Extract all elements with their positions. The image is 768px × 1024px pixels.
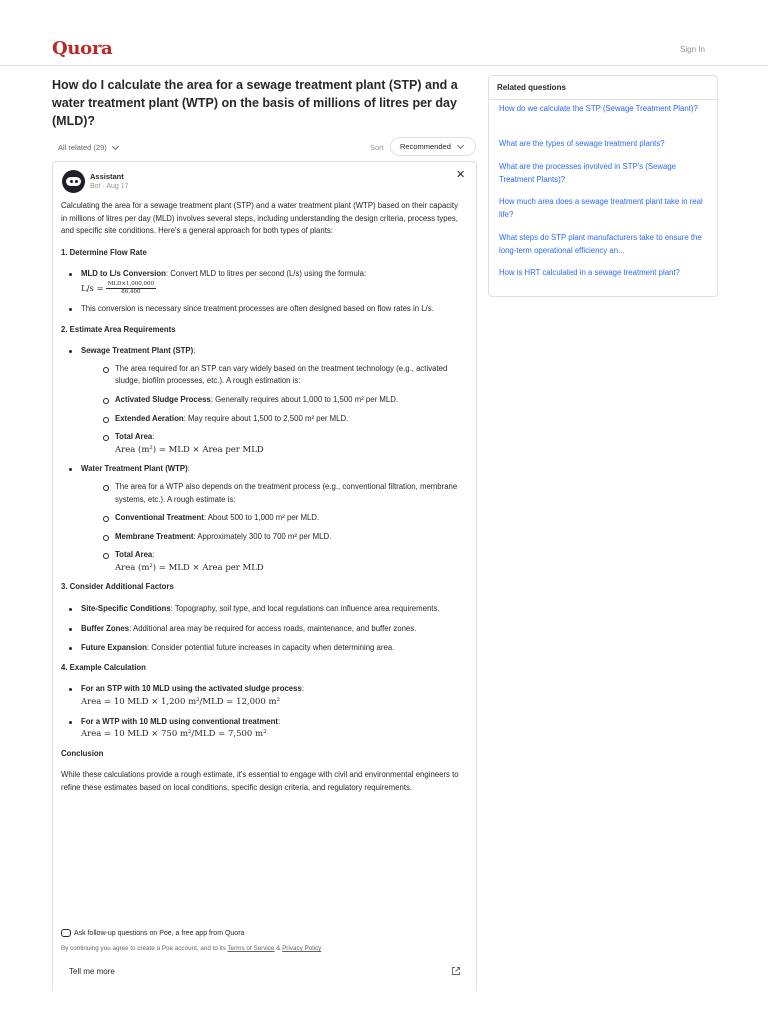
formula: Area = 10 MLD × 750 m²/MLD = 7,500 m²	[81, 729, 267, 740]
terms-notice: By continuing you agree to create a Poe account, and to its Terms of Service & Privacy Policy	[61, 945, 322, 952]
related-questions-panel	[488, 75, 718, 297]
answer-meta: Bot · Aug 17	[90, 183, 129, 190]
list-item: For an STP with 10 MLD using the activated sludge process: Area = 10 MLD × 1,200 m²/MLD = 12,000 m²	[61, 683, 461, 708]
avatar[interactable]	[62, 170, 85, 193]
chevron-down-icon	[112, 142, 119, 149]
sort-select[interactable]	[390, 137, 476, 156]
list-item: MLD to L/s Conversion: Convert MLD to litres per second (L/s) using the formula: L/s = $\frac{\text{MLD×1,000,000}}{86,400}$	[61, 268, 461, 296]
section-heading: 2. Estimate Area Requirements	[61, 324, 176, 334]
robot-face-icon	[66, 177, 81, 186]
related-question-link[interactable]: How much area does a sewage treatment plant take in real life?	[499, 197, 703, 219]
list-item: Site-Specific Conditions: Topography, soil type, and local regulations can influence area requirements.	[61, 603, 461, 616]
sub-list-item: Activated Sludge Process: Generally requires about 1,000 to 1,500 m² per MLD.	[81, 394, 461, 407]
sort-value: Recommended	[400, 142, 451, 151]
sub-list-item: Extended Aeration: May require about 1,500 to 2,500 m² per MLD.	[81, 413, 461, 426]
section-heading: 1. Determine Flow Rate	[61, 247, 147, 257]
list-item: For a WTP with 10 MLD using conventional treatment: Area = 10 MLD × 750 m²/MLD = 7,500 m²	[61, 716, 461, 741]
chevron-down-icon	[457, 141, 464, 148]
poe-followup[interactable]	[61, 929, 244, 937]
sub-list-item: Membrane Treatment: Approximately 300 to 700 m² per MLD.	[81, 531, 461, 544]
list-item: Buffer Zones: Additional area may be required for access roads, maintenance, and buffer zones.	[61, 623, 461, 636]
top-header	[0, 0, 768, 66]
poe-followup-text: Ask follow-up questions on Poe, a free app from Quora	[74, 929, 245, 937]
robot-eye-icon	[70, 180, 73, 183]
conclusion-paragraph: While these calculations provide a rough estimate, it's essential to engage with civil and environmental engineers to refine these estimates based on local conditions, specific design criteria, and regulatory requirements.	[61, 770, 459, 792]
list-item: Future Expansion: Consider potential future increases in capacity when determining area.	[61, 642, 461, 655]
terms-of-service-link[interactable]: Terms of Service	[227, 945, 275, 952]
related-question-link[interactable]: How is HRT calculated in a sewage treatment plant?	[499, 268, 680, 277]
robot-eye-icon	[75, 180, 78, 183]
privacy-policy-link[interactable]: Privacy Policy	[282, 945, 322, 952]
related-question-link[interactable]: How do we calculate the STP (Sewage Treatment Plant)?	[499, 104, 698, 113]
list-item: This conversion is necessary since treatment processes are often designed based on flow rates in L/s.	[61, 303, 461, 316]
question-title: How do I calculate the area for a sewage treatment plant (STP) and a water treatment plant (WTP) on the basis of millions of litres per day (MLD)?	[52, 78, 458, 128]
section-heading: Conclusion	[61, 748, 104, 758]
sub-list-item: Total Area: Area (m²) = MLD × Area per MLD	[81, 549, 461, 574]
list-item: Water Treatment Plant (WTP): The area for a WTP also depends on the treatment process (e.g., conventional filtration, membrane systems, etc.). A rough estimate is: Conventional Treatment: About 500 to 1,000 m² per MLD. Membrane Treatment: Approximately 300 to 700 m² per MLD. Total Area: Area (m²) = MLD × Area per MLD	[61, 463, 461, 574]
tell-me-more-button[interactable]: Tell me more	[69, 967, 115, 976]
divider	[489, 99, 717, 100]
chat-bubble-icon	[61, 929, 71, 937]
formula: L/s = $\frac{\text{MLD×1,000,000}}{86,400}$	[81, 280, 154, 295]
related-question-link[interactable]: What are the processes involved in STP's (Sewage Treatment Plants)?	[499, 162, 677, 184]
sort-label: Sort	[370, 143, 384, 152]
section-heading: 4. Example Calculation	[61, 662, 146, 672]
sub-list-item: Conventional Treatment: About 500 to 1,000 m² per MLD.	[81, 512, 461, 525]
quora-logo[interactable]: Quora	[52, 38, 113, 59]
all-related-dropdown[interactable]	[58, 143, 118, 152]
external-link-icon[interactable]	[451, 966, 461, 976]
author-name[interactable]: Assistant	[90, 172, 124, 181]
sub-list-item: The area required for an STP can vary widely based on the treatment technology (e.g., activated sludge, biofilm processes, etc.). A rough estimation is:	[81, 363, 461, 388]
list-item: Sewage Treatment Plant (STP): The area required for an STP can vary widely based on the treatment technology (e.g., activated sludge, biofilm processes, etc.). A rough estimation is: Activated Sludge Process: Generally requires about 1,000 to 1,500 m² per MLD. Extended Aeration: May require about 1,500 to 2,500 m² per MLD. Total Area: Area (m²) = MLD × Area per MLD	[61, 345, 461, 456]
formula: Area = 10 MLD × 1,200 m²/MLD = 12,000 m²	[81, 697, 280, 708]
sub-list-item: Total Area: Area (m²) = MLD × Area per MLD	[81, 431, 461, 456]
intro-paragraph: Calculating the area for a sewage treatment plant (STP) and a water treatment plant (WTP) based on their capacity in millions of litres per day (MLD) involves several steps, including understanding the design criteria, process types, and specific site conditions. Here's a general approach for both types of plants:	[61, 201, 458, 236]
related-question-link[interactable]: What are the types of sewage treatment plants?	[499, 139, 665, 148]
formula: Area (m²) = MLD × Area per MLD	[115, 562, 264, 573]
section-heading: 3. Consider Additional Factors	[61, 582, 174, 592]
close-icon[interactable]: ✕	[456, 169, 466, 181]
all-related-label: All related (29)	[58, 143, 107, 152]
answer-body	[61, 200, 461, 804]
sign-in-link[interactable]: Sign In	[680, 45, 705, 54]
related-title: Related questions	[497, 83, 566, 92]
sub-list-item: The area for a WTP also depends on the treatment process (e.g., conventional filtration, membrane systems, etc.). A rough estimate is:	[81, 481, 461, 506]
answer-card	[52, 161, 477, 991]
formula: Area (m²) = MLD × Area per MLD	[115, 444, 264, 455]
related-question-link[interactable]: What steps do STP plant manufacturers take to ensure the long-term operational efficiency an...	[499, 233, 702, 255]
